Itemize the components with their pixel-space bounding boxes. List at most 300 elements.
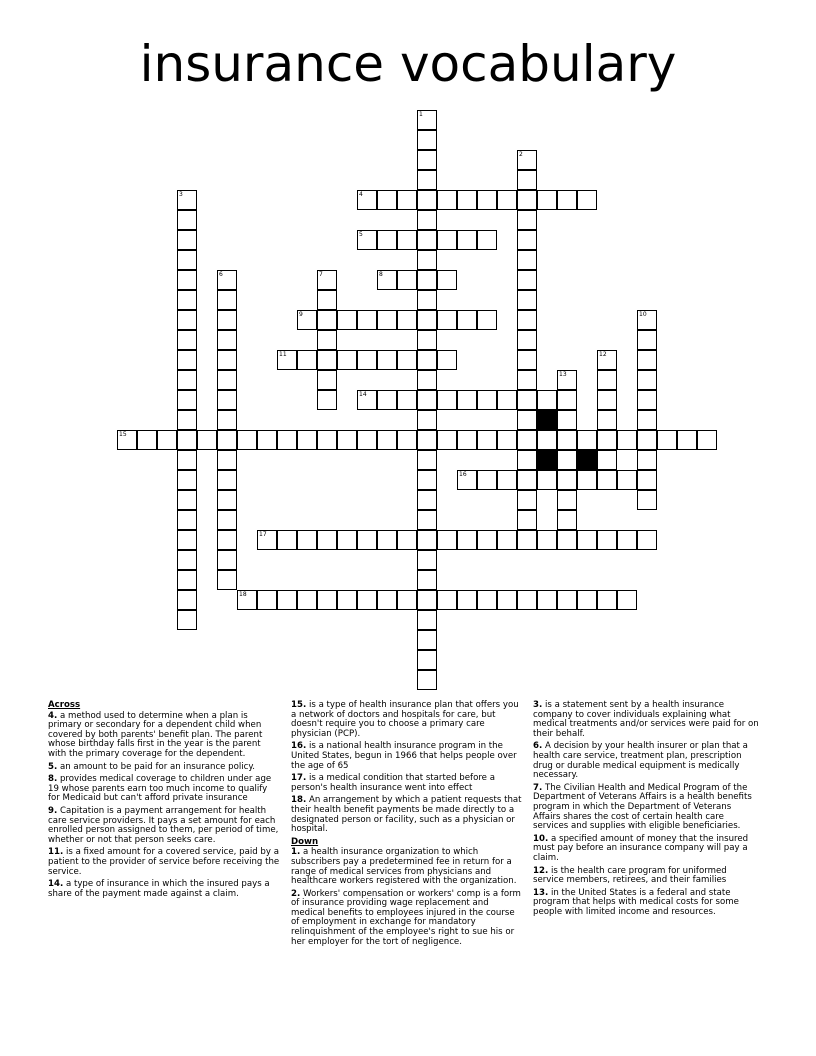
grid-cell[interactable] — [637, 370, 657, 390]
page-title: insurance vocabulary — [139, 35, 677, 93]
grid-cell[interactable] — [177, 530, 197, 550]
grid-cell[interactable] — [377, 270, 397, 290]
grid-cell[interactable] — [177, 590, 197, 610]
clue-item-number: 17. — [291, 773, 307, 784]
grid-cell[interactable] — [177, 470, 197, 490]
grid-cell[interactable] — [537, 530, 557, 550]
grid-cell[interactable] — [517, 470, 537, 490]
grid-cell[interactable] — [297, 530, 317, 550]
clue-item-text: an amount to be paid for an insurance policy. — [57, 761, 255, 772]
clue-item-text: a type of insurance in which the insured pays a share of the payment made against a claim. — [48, 879, 270, 899]
clue-number: 10 — [639, 311, 647, 318]
grid-cell[interactable] — [417, 490, 437, 510]
clue-item-number: 6. — [533, 741, 543, 752]
clue-item-text: is a fixed amount for a covered service, paid by a patient to the provider of service before receiving the service. — [48, 847, 280, 877]
grid-cell[interactable] — [457, 590, 477, 610]
grid-cell[interactable] — [477, 310, 497, 330]
grid-cell[interactable] — [437, 430, 457, 450]
clue-item-number: 14. — [48, 879, 64, 890]
grid-cell[interactable] — [397, 530, 417, 550]
clue-item — [291, 848, 525, 886]
clue-item-text: is a medical condition that started before a person's health insurance went into effect — [291, 773, 495, 793]
clue-item — [48, 712, 280, 760]
grid-cell[interactable] — [577, 190, 597, 210]
grid-cell[interactable] — [417, 430, 437, 450]
clue-item — [533, 867, 759, 886]
grid-cell[interactable] — [177, 510, 197, 530]
grid-cell[interactable] — [637, 390, 657, 410]
grid-cell[interactable] — [177, 430, 197, 450]
clue-item-number: 4. — [48, 710, 58, 721]
grid-cell[interactable] — [557, 410, 577, 430]
grid-cell[interactable] — [177, 390, 197, 410]
clue-number: 17 — [259, 531, 267, 538]
clue-item — [533, 835, 759, 864]
grid-cell[interactable] — [417, 290, 437, 310]
grid-cell[interactable] — [337, 590, 357, 610]
grid-cell[interactable] — [497, 390, 517, 410]
grid-cell[interactable] — [357, 590, 377, 610]
grid-cell[interactable] — [617, 530, 637, 550]
grid-cell[interactable] — [317, 290, 337, 310]
clue-number: 14 — [359, 391, 367, 398]
clue-item-number: 9. — [48, 805, 58, 816]
clue-item — [533, 701, 759, 739]
grid-cell[interactable] — [417, 250, 437, 270]
grid-cell[interactable] — [457, 310, 477, 330]
grid-cell[interactable] — [257, 530, 277, 550]
grid-cell[interactable] — [157, 430, 177, 450]
grid-cell[interactable] — [517, 390, 537, 410]
grid-cell[interactable] — [217, 350, 237, 370]
grid-cell[interactable] — [477, 190, 497, 210]
grid-cell[interactable] — [217, 330, 237, 350]
clue-item — [291, 890, 525, 948]
grid-cell[interactable] — [417, 470, 437, 490]
clue-item-number: 2. — [291, 888, 301, 899]
clue-number: 15 — [119, 431, 127, 438]
grid-cell[interactable] — [457, 190, 477, 210]
clue-item — [533, 889, 759, 918]
clue-item-text: A decision by your health insurer or plan that a health care service, treatment plan, prescription drug or durable medical equipment is medically necessary. — [533, 741, 748, 781]
grid-cell[interactable] — [617, 590, 637, 610]
grid-cell[interactable] — [397, 270, 417, 290]
across-heading: Across — [48, 700, 81, 710]
grid-cell[interactable] — [357, 310, 377, 330]
grid-cell[interactable] — [617, 470, 637, 490]
grid-cell[interactable] — [317, 350, 337, 370]
grid-cell[interactable] — [637, 410, 657, 430]
grid-cell[interactable] — [177, 270, 197, 290]
grid-cell[interactable] — [637, 310, 657, 330]
grid-cell[interactable] — [517, 410, 537, 430]
grid-cell[interactable] — [457, 470, 477, 490]
grid-cell[interactable] — [417, 650, 437, 670]
grid-cell[interactable] — [417, 590, 437, 610]
clue-item-text: a specified amount of money that the insured must pay before an insurance company will pay a claim. — [533, 833, 749, 863]
clue-item-number: 5. — [48, 761, 58, 772]
grid-cell[interactable] — [437, 310, 457, 330]
grid-cell[interactable] — [417, 270, 437, 290]
grid-cell[interactable] — [637, 330, 657, 350]
grid-cell[interactable] — [217, 530, 237, 550]
clue-number: 2 — [519, 151, 523, 158]
grid-cell[interactable] — [517, 370, 537, 390]
grid-cell[interactable] — [417, 130, 437, 150]
grid-cell[interactable] — [417, 630, 437, 650]
clue-item-number: 10. — [533, 833, 549, 844]
grid-cell[interactable] — [557, 530, 577, 550]
grid-cell[interactable] — [637, 490, 657, 510]
grid-cell[interactable] — [457, 390, 477, 410]
grid-cell[interactable] — [437, 530, 457, 550]
grid-cell[interactable] — [337, 530, 357, 550]
grid-cell[interactable] — [397, 430, 417, 450]
grid-cell[interactable] — [557, 490, 577, 510]
grid-cell[interactable] — [277, 430, 297, 450]
grid-cell[interactable] — [177, 490, 197, 510]
grid-cell[interactable] — [417, 350, 437, 370]
clue-item-number: 1. — [291, 847, 301, 858]
grid-cell[interactable] — [597, 530, 617, 550]
grid-cell[interactable] — [177, 310, 197, 330]
clue-item-text: is a type of health insurance plan that offers you a network of doctors and hospitals for care, but doesn't require you to choose a primary care physician (PCP). — [291, 700, 519, 739]
grid-cell[interactable] — [217, 430, 237, 450]
grid-cell[interactable] — [357, 190, 377, 210]
grid-cell[interactable] — [557, 430, 577, 450]
grid-cell[interactable] — [617, 430, 637, 450]
grid-cell[interactable] — [517, 510, 537, 530]
clue-item-number: 7. — [533, 782, 543, 793]
grid-cell[interactable] — [317, 330, 337, 350]
grid-cell[interactable] — [177, 350, 197, 370]
clue-item — [48, 880, 280, 899]
grid-cell[interactable] — [517, 310, 537, 330]
grid-cell[interactable] — [457, 530, 477, 550]
grid-cell[interactable] — [417, 170, 437, 190]
grid-cell[interactable] — [377, 230, 397, 250]
clue-item-text: provides medical coverage to children under age 19 whose parents earn too much income to qualify for Medicaid but can't afford private insurance — [48, 774, 272, 804]
clue-item-number: 12. — [533, 865, 549, 876]
grid-cell[interactable] — [257, 430, 277, 450]
down-heading: Down — [291, 836, 319, 847]
grid-cell[interactable] — [217, 550, 237, 570]
grid-cell[interactable] — [217, 270, 237, 290]
grid-cell[interactable] — [317, 430, 337, 450]
clue-item — [291, 796, 525, 834]
grid-cell[interactable] — [377, 590, 397, 610]
grid-cell[interactable] — [317, 370, 337, 390]
clue-item — [533, 784, 759, 832]
grid-cell[interactable] — [417, 530, 437, 550]
grid-cell[interactable] — [337, 430, 357, 450]
grid-cell[interactable] — [497, 190, 517, 210]
grid-cell[interactable] — [397, 590, 417, 610]
grid-cell[interactable] — [357, 390, 377, 410]
clue-item — [291, 742, 525, 771]
grid-cell[interactable] — [377, 350, 397, 370]
grid-cell[interactable] — [557, 470, 577, 490]
grid-cell[interactable] — [177, 250, 197, 270]
clue-item-text: is a national health insurance program in the United States, begun in 1966 that helps people over the age of 65 — [291, 741, 517, 771]
grid-cell[interactable] — [537, 390, 557, 410]
grid-cell[interactable] — [337, 310, 357, 330]
clue-item-text: An arrangement by which a patient requests that their health benefit payments be made directly to a designated person or facility, such as a physician or hospital. — [291, 795, 522, 835]
grid-cell[interactable] — [517, 430, 537, 450]
grid-cell[interactable] — [417, 210, 437, 230]
grid-cell[interactable] — [177, 290, 197, 310]
grid-cell[interactable] — [637, 350, 657, 370]
grid-block — [537, 410, 557, 430]
grid-cell[interactable] — [317, 310, 337, 330]
clue-item-number: 18. — [291, 795, 307, 806]
grid-cell[interactable] — [417, 450, 437, 470]
clue-number: 6 — [219, 271, 223, 278]
clue-item-number: 13. — [533, 887, 549, 898]
grid-cell[interactable] — [517, 270, 537, 290]
grid-cell[interactable] — [597, 350, 617, 370]
grid-cell[interactable] — [417, 550, 437, 570]
grid-cell[interactable] — [297, 350, 317, 370]
grid-cell[interactable] — [457, 230, 477, 250]
clue-number: 13 — [559, 371, 567, 378]
grid-cell[interactable] — [357, 530, 377, 550]
grid-cell[interactable] — [417, 330, 437, 350]
grid-cell[interactable] — [217, 510, 237, 530]
grid-cell[interactable] — [637, 470, 657, 490]
grid-cell[interactable] — [437, 270, 457, 290]
clue-column-3 — [533, 701, 759, 920]
clue-item-text: a health insurance organization to which subscribers pay a predetermined fee in return for a range of medical services from physicians and healthcare workers registered with the organization. — [291, 847, 517, 887]
clue-item — [48, 848, 280, 877]
clue-number: 18 — [239, 591, 247, 598]
grid-cell[interactable] — [417, 570, 437, 590]
grid-block — [577, 450, 597, 470]
grid-cell[interactable] — [437, 390, 457, 410]
grid-cell[interactable] — [417, 610, 437, 630]
grid-cell[interactable] — [217, 370, 237, 390]
grid-cell[interactable] — [257, 590, 277, 610]
grid-cell[interactable] — [377, 310, 397, 330]
grid-cell[interactable] — [377, 430, 397, 450]
grid-cell[interactable] — [277, 590, 297, 610]
grid-cell[interactable] — [417, 510, 437, 530]
grid-cell[interactable] — [417, 670, 437, 690]
grid-cell[interactable] — [357, 350, 377, 370]
grid-cell[interactable] — [497, 530, 517, 550]
grid-cell[interactable] — [557, 450, 577, 470]
clue-number: 1 — [419, 111, 423, 118]
grid-cell[interactable] — [557, 590, 577, 610]
grid-cell[interactable] — [177, 570, 197, 590]
grid-cell[interactable] — [217, 570, 237, 590]
grid-cell[interactable] — [237, 430, 257, 450]
grid-cell[interactable] — [557, 510, 577, 530]
grid-cell[interactable] — [297, 310, 317, 330]
grid-cell[interactable] — [397, 230, 417, 250]
clue-number: 12 — [599, 351, 607, 358]
grid-cell[interactable] — [297, 430, 317, 450]
grid-cell[interactable] — [317, 590, 337, 610]
clue-number: 3 — [179, 191, 183, 198]
grid-cell[interactable] — [597, 390, 617, 410]
clue-item-text: in the United States is a federal and state program that helps with medical costs for some people with limited income and resources. — [533, 887, 739, 917]
grid-cell[interactable] — [237, 590, 257, 610]
grid-cell[interactable] — [437, 350, 457, 370]
grid-cell[interactable] — [317, 270, 337, 290]
grid-cell[interactable] — [577, 430, 597, 450]
grid-cell[interactable] — [497, 470, 517, 490]
grid-cell[interactable] — [377, 530, 397, 550]
clue-item-text: is the health care program for uniformed service members, retirees, and their families — [533, 865, 727, 886]
grid-cell[interactable] — [177, 610, 197, 630]
clue-item-number: 11. — [48, 847, 64, 858]
clue-number: 8 — [379, 271, 383, 278]
grid-cell[interactable] — [377, 390, 397, 410]
grid-cell[interactable] — [277, 530, 297, 550]
grid-cell[interactable] — [417, 110, 437, 130]
grid-cell[interactable] — [417, 230, 437, 250]
grid-cell[interactable] — [457, 430, 477, 450]
clue-number: 16 — [459, 471, 467, 478]
grid-cell[interactable] — [517, 250, 537, 270]
clue-number: 9 — [299, 311, 303, 318]
grid-cell[interactable] — [477, 230, 497, 250]
grid-cell[interactable] — [477, 590, 497, 610]
grid-cell[interactable] — [437, 230, 457, 250]
grid-cell[interactable] — [177, 190, 197, 210]
grid-cell[interactable] — [597, 370, 617, 390]
grid-cell[interactable] — [397, 190, 417, 210]
grid-cell[interactable] — [517, 210, 537, 230]
grid-cell[interactable] — [217, 390, 237, 410]
grid-cell[interactable] — [417, 310, 437, 330]
clue-item-number: 8. — [48, 774, 58, 785]
grid-cell[interactable] — [597, 470, 617, 490]
grid-cell[interactable] — [517, 450, 537, 470]
clue-item-text: Workers' compensation or workers' comp is a form of insurance providing wage replacement and medical benefits to employees injured in the course of employment in exchange for mandatory relinquishment of the employee's right to sue his or her employer for the tort of negligence. — [291, 888, 521, 947]
grid-cell[interactable] — [117, 430, 137, 450]
grid-cell[interactable] — [577, 590, 597, 610]
clue-item-text: a method used to determine when a plan is primary or secondary for a dependent child when covered by both parents' benefit plan. The parent whose birthday falls first in the year is the parent with the primary coverage for the dependent. — [48, 710, 263, 759]
grid-cell[interactable] — [597, 590, 617, 610]
grid-cell[interactable] — [517, 150, 537, 170]
clue-item — [48, 763, 280, 773]
grid-cell[interactable] — [297, 590, 317, 610]
grid-cell[interactable] — [517, 350, 537, 370]
grid-cell[interactable] — [517, 530, 537, 550]
grid-cell[interactable] — [477, 470, 497, 490]
grid-cell[interactable] — [437, 190, 457, 210]
grid-cell[interactable] — [517, 190, 537, 210]
grid-cell[interactable] — [177, 230, 197, 250]
grid-cell[interactable] — [677, 430, 697, 450]
clue-item — [533, 742, 759, 780]
grid-cell[interactable] — [517, 290, 537, 310]
grid-cell[interactable] — [637, 530, 657, 550]
grid-cell[interactable] — [557, 190, 577, 210]
grid-cell[interactable] — [417, 150, 437, 170]
grid-cell[interactable] — [397, 310, 417, 330]
grid-cell[interactable] — [197, 430, 217, 450]
grid-cell[interactable] — [177, 550, 197, 570]
grid-cell[interactable] — [397, 390, 417, 410]
grid-cell[interactable] — [537, 470, 557, 490]
clue-item-text: Capitation is a payment arrangement for health care service providers. It pays a set amount for each enrolled person assigned to them, per period of time, whether or not that person seeks care. — [48, 805, 279, 845]
grid-cell[interactable] — [517, 330, 537, 350]
grid-cell[interactable] — [417, 190, 437, 210]
grid-cell[interactable] — [377, 190, 397, 210]
clue-item-number: 3. — [533, 700, 543, 710]
grid-cell[interactable] — [177, 410, 197, 430]
clue-column-2 — [291, 701, 525, 950]
grid-cell[interactable] — [697, 430, 717, 450]
grid-cell[interactable] — [597, 450, 617, 470]
grid-cell[interactable] — [497, 430, 517, 450]
grid-cell[interactable] — [217, 310, 237, 330]
grid-cell[interactable] — [357, 230, 377, 250]
clue-number: 7 — [319, 271, 323, 278]
clue-item-number: 15. — [291, 700, 307, 710]
grid-cell[interactable] — [417, 370, 437, 390]
grid-cell[interactable] — [477, 390, 497, 410]
grid-cell[interactable] — [477, 430, 497, 450]
clue-item-text: is a statement sent by a health insurance company to cover individuals explaining what medical treatments and/or services were paid for on their behalf. — [533, 700, 759, 739]
grid-cell[interactable] — [517, 590, 537, 610]
grid-cell[interactable] — [177, 450, 197, 470]
grid-cell[interactable] — [357, 430, 377, 450]
grid-cell[interactable] — [317, 390, 337, 410]
grid-cell[interactable] — [417, 410, 437, 430]
grid-cell[interactable] — [437, 590, 457, 610]
grid-cell[interactable] — [337, 350, 357, 370]
grid-cell[interactable] — [577, 470, 597, 490]
grid-cell[interactable] — [597, 430, 617, 450]
grid-cell[interactable] — [537, 590, 557, 610]
grid-cell[interactable] — [217, 470, 237, 490]
grid-cell[interactable] — [517, 170, 537, 190]
grid-cell[interactable] — [637, 450, 657, 470]
grid-cell[interactable] — [657, 430, 677, 450]
clue-item-text: The Civilian Health and Medical Program of the Department of Veterans Affairs is a health benefits program in which the Department of Veterans Affairs shares the cost of certain health care services and supplies with eligible beneficiaries. — [533, 782, 752, 832]
grid-cell[interactable] — [417, 390, 437, 410]
grid-cell[interactable] — [577, 530, 597, 550]
clue-item — [291, 774, 525, 793]
grid-cell[interactable] — [517, 490, 537, 510]
grid-cell[interactable] — [177, 210, 197, 230]
grid-cell[interactable] — [537, 190, 557, 210]
grid-cell[interactable] — [217, 410, 237, 430]
grid-cell[interactable] — [637, 430, 657, 450]
grid-cell[interactable] — [397, 350, 417, 370]
grid-cell[interactable] — [177, 370, 197, 390]
grid-cell[interactable] — [517, 230, 537, 250]
grid-cell[interactable] — [557, 370, 577, 390]
grid-cell[interactable] — [557, 390, 577, 410]
grid-cell[interactable] — [217, 490, 237, 510]
clue-item — [48, 775, 280, 804]
grid-cell[interactable] — [477, 530, 497, 550]
grid-cell[interactable] — [537, 430, 557, 450]
grid-cell[interactable] — [217, 450, 237, 470]
grid-cell[interactable] — [597, 410, 617, 430]
grid-cell[interactable] — [317, 530, 337, 550]
grid-cell[interactable] — [277, 350, 297, 370]
grid-cell[interactable] — [177, 330, 197, 350]
grid-cell[interactable] — [217, 290, 237, 310]
grid-cell[interactable] — [137, 430, 157, 450]
grid-cell[interactable] — [497, 590, 517, 610]
